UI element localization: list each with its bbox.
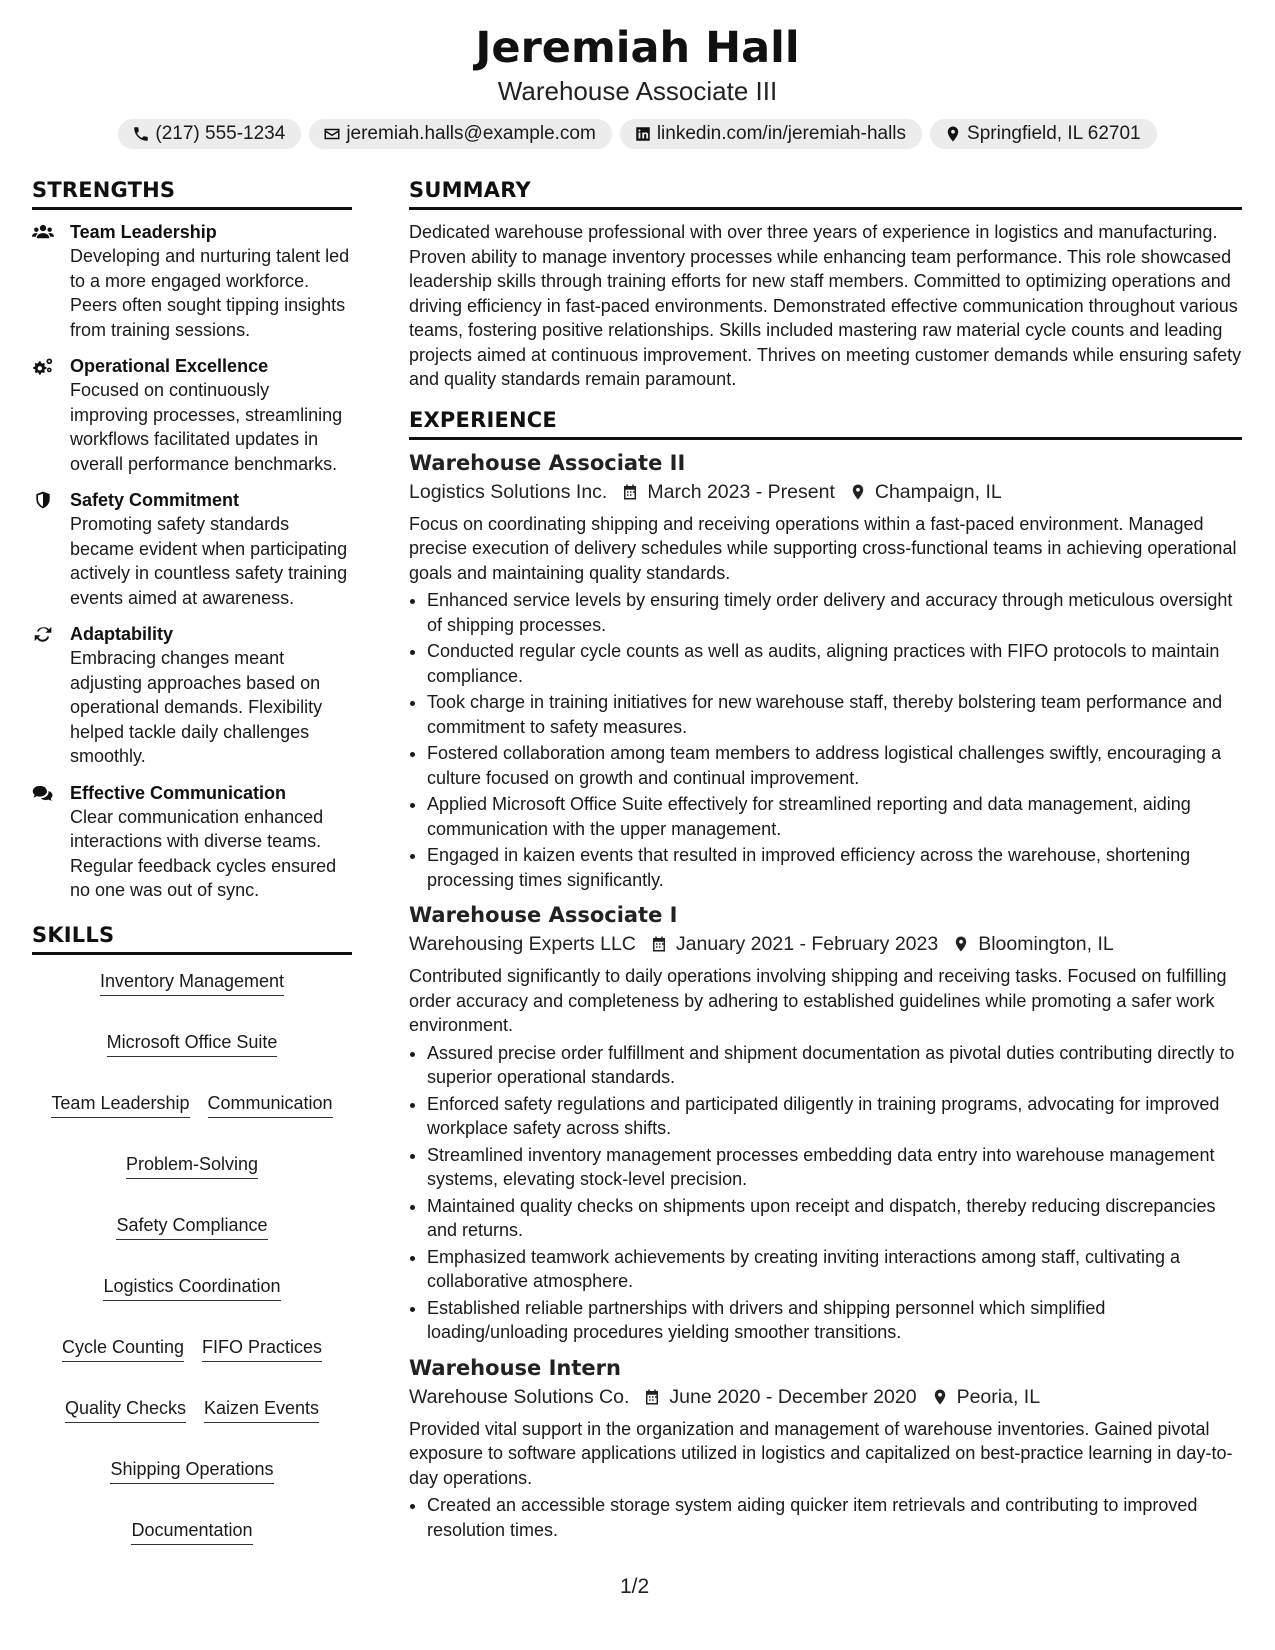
strength-desc: Embracing changes meant adjusting approaches based on operational demands. Flexibility helped tackle daily challenges smoothly. [70, 648, 323, 766]
calendar-icon [643, 1387, 661, 1407]
strength-title: Team Leadership [70, 222, 217, 242]
job-bullet: • Took charge in training initiatives for new warehouse staff, thereby bolstering team performance and commitment to safety measures. [427, 690, 1242, 739]
strength-desc: Clear communication enhanced interactions with diverse teams. Regular feedback cycles ensured no one was out of sync. [70, 806, 337, 900]
strength-item [32, 622, 352, 769]
phone-icon [132, 125, 150, 143]
job-description: Provided vital support in the organization and management of warehouse inventories. Gained pivotal exposure to software applications utilized in logistics and capitalized on best-practice learning in day-to-day operations. [409, 1418, 1233, 1488]
job-bullet: • Engaged in kaizen events that resulted in improved efficiency across the warehouse, shortening processing times significantly. [427, 843, 1242, 892]
job-bullet: • Streamlined inventory management processes embedding data entry into warehouse management systems, elevating stock-level precision. [427, 1143, 1242, 1192]
job-title: Warehouse Associate II [409, 450, 686, 475]
experience-heading: EXPERIENCE [409, 406, 1242, 440]
right-column [409, 176, 1242, 1544]
job-description: Focus on coordinating shipping and receiving operations within a fast-paced environment. Managed precise execution of delivery schedules while supporting cross-functional teams in achieving operational goals and maintaining quality standards. [409, 513, 1237, 583]
skill-tag: FIFO Practices [202, 1335, 322, 1362]
contact-location-text: Springfield, IL 62701 [967, 123, 1141, 144]
contact-location [930, 119, 1157, 149]
job-bullet: • Applied Microsoft Office Suite effectively for streamlined reporting and data management, aiding communication with the upper management. [427, 792, 1242, 841]
strength-desc: Promoting safety standards became evident when participating actively in countless safety training events aimed at awareness. [70, 514, 348, 608]
job-description: Contributed significantly to daily operations involving shipping and receiving tasks. Focused on fulfilling order accuracy and completeness by adhering to established guidelines while promoting a safer work environment. [409, 966, 1227, 1035]
job-entry [409, 449, 1242, 893]
job-title: Warehouse Intern [409, 1355, 621, 1380]
map-pin-icon [931, 1387, 949, 1407]
map-pin-icon [849, 482, 867, 502]
strength-item [32, 220, 352, 342]
strength-title: Effective Communication [70, 782, 287, 803]
skill-tag: Communication [208, 1091, 333, 1118]
skills-list [32, 969, 352, 1545]
strength-item [32, 354, 352, 476]
candidate-title: Warehouse Associate III [497, 76, 778, 106]
strength-item [32, 781, 352, 903]
envelope-icon [323, 125, 341, 143]
skills-heading: SKILLS [32, 921, 352, 955]
contact-email[interactable] [309, 119, 612, 149]
linkedin-icon [634, 125, 652, 143]
calendar-icon [621, 482, 639, 502]
job-bullet: • Enhanced service levels by ensuring timely order delivery and accuracy through meticulous oversight of shipping processes. [427, 588, 1242, 637]
summary-text: Dedicated warehouse professional with over three years of experience in logistics and manufacturing. Proven ability to manage inventory processes while enhancing team performance. This role showcased leadership skills through training efforts for new staff members. Committed to optimizing operations and driving efficiency in fast-paced environments. Demonstrated effective communication throughout various teams, fostering positive relationships. Skills included mastering raw material cycle counts and leading projects aimed at continuous improvement. Thrives on meeting customer demands while ensuring safety and quality standards remain paramount. [409, 222, 1242, 389]
resume-header [0, 22, 1275, 149]
job-company: Warehouse Solutions Co. [409, 1385, 630, 1408]
job-meta [409, 929, 1242, 959]
gears-icon [32, 356, 54, 376]
job-dates: March 2023 - Present [647, 480, 835, 503]
job-dates: June 2020 - December 2020 [669, 1385, 917, 1408]
job-company: Logistics Solutions Inc. [409, 480, 608, 503]
strength-desc: Developing and nurturing talent led to a more engaged workforce. Peers often sought tipping insights from training sessions. [70, 246, 350, 340]
candidate-name: Jeremiah Hall [475, 23, 800, 73]
skill-tag: Team Leadership [51, 1091, 189, 1118]
skill-tag: Kaizen Events [204, 1396, 319, 1423]
job-meta [409, 1382, 1242, 1412]
contact-email-text: jeremiah.halls@example.com [346, 123, 596, 144]
skill-tag: Problem-Solving [126, 1152, 258, 1179]
skill-tag: Inventory Management [100, 969, 284, 996]
job-bullet: • Maintained quality checks on shipments upon receipt and dispatch, thereby reducing discrepancies and returns. [427, 1194, 1242, 1243]
contact-bar [0, 119, 1275, 149]
job-bullet: • Created an accessible storage system aiding quicker item retrievals and contributing to improved resolution times. [427, 1493, 1242, 1542]
skill-tag: Cycle Counting [62, 1335, 184, 1362]
strengths-heading: STRENGTHS [32, 176, 352, 210]
map-pin-icon [944, 125, 962, 143]
job-dates: January 2021 - February 2023 [675, 933, 939, 955]
job-bullet: • Assured precise order fulfillment and shipment documentation as pivotal duties contributing directly to superior operational standards. [427, 1041, 1242, 1090]
job-location: Champaign, IL [874, 480, 1002, 503]
job-bullets [427, 588, 1242, 892]
job-location: Bloomington, IL [978, 933, 1114, 955]
map-pin-icon [952, 934, 970, 954]
job-bullets [427, 1493, 1242, 1542]
strength-desc: Focused on continuously improving processes, streamlining workflows facilitated updates in overall performance benchmarks. [70, 380, 343, 474]
strength-title: Adaptability [70, 624, 174, 644]
left-column [32, 176, 352, 1545]
skill-tag: Logistics Coordination [103, 1274, 280, 1301]
page-number: 1/2 [620, 1575, 650, 1598]
shield-icon [32, 490, 54, 510]
experience-section [409, 406, 1242, 1543]
job-meta [409, 477, 1242, 507]
skill-tag: Quality Checks [65, 1396, 186, 1423]
skills-section [32, 921, 352, 1545]
job-bullet: • Established reliable partnerships with drivers and shipping personnel which simplified loading/unloading procedures yielding smoother transitions. [427, 1296, 1242, 1345]
skill-tag: Documentation [131, 1518, 252, 1545]
contact-phone-text: (217) 555-1234 [155, 123, 286, 144]
job-entry [409, 1354, 1242, 1543]
job-bullet: • Enforced safety regulations and participated diligently in training programs, advocating for improved workplace safety across shifts. [427, 1092, 1242, 1141]
sync-icon [32, 624, 54, 644]
contact-phone[interactable] [118, 119, 301, 149]
job-bullet: • Emphasized teamwork achievements by creating inviting interactions among staff, cultivating a collaborative atmosphere. [427, 1245, 1242, 1294]
job-entry [409, 901, 1242, 1345]
strength-title: Operational Excellence [70, 356, 269, 376]
contact-linkedin-text: linkedin.com/in/jeremiah-halls [656, 123, 907, 144]
job-bullet: • Fostered collaboration among team members to address logistical challenges swiftly, encouraging a culture focused on growth and continual improvement. [427, 741, 1242, 790]
skill-tag: Shipping Operations [110, 1457, 273, 1484]
job-company: Warehousing Experts LLC [409, 933, 636, 955]
skill-tag: Safety Compliance [116, 1213, 267, 1240]
job-title: Warehouse Associate I [409, 903, 678, 927]
job-location: Peoria, IL [956, 1385, 1041, 1408]
calendar-icon [650, 934, 668, 954]
strength-title: Safety Commitment [70, 490, 240, 510]
comments-icon [32, 783, 54, 803]
strength-item [32, 488, 352, 610]
strengths-list [32, 220, 352, 903]
users-icon [32, 222, 54, 242]
job-bullet: • Conducted regular cycle counts as well as audits, aligning practices with FIFO protocols to maintain compliance. [427, 639, 1242, 688]
job-bullets [427, 1041, 1242, 1345]
summary-heading: SUMMARY [409, 176, 1242, 210]
skill-tag: Microsoft Office Suite [107, 1030, 278, 1057]
contact-linkedin[interactable] [620, 119, 922, 149]
